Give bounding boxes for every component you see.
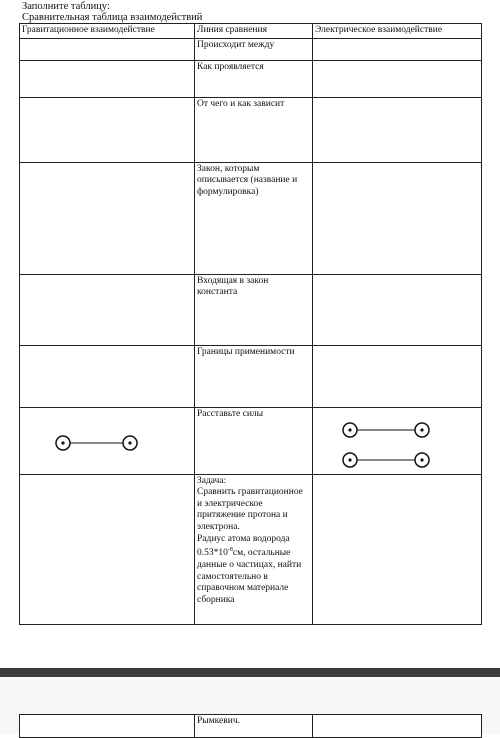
table-title: Сравнительная таблица взаимодействий <box>22 12 203 23</box>
particle-dot <box>348 458 351 461</box>
continuation-table <box>19 714 482 738</box>
header-electric: Электрическое взаимодействие <box>313 24 482 39</box>
particle-dot <box>420 458 423 461</box>
table-row <box>20 715 482 738</box>
intro-block <box>22 1 202 23</box>
table-row <box>20 274 482 345</box>
task-exponent: -8 <box>227 547 233 554</box>
task-cell <box>195 474 313 624</box>
table-row <box>20 162 482 274</box>
electric-cell[interactable] <box>313 162 482 274</box>
electric-cell[interactable] <box>313 474 482 624</box>
gravitational-cell[interactable] <box>20 407 195 474</box>
gravitational-cell[interactable] <box>20 97 195 162</box>
page-divider <box>0 668 500 677</box>
particle-dot <box>420 428 423 431</box>
electric-cell[interactable] <box>313 345 482 407</box>
next-page <box>0 677 500 734</box>
row-label: Границы применимости <box>195 345 313 407</box>
task-heading: Задача: <box>197 475 227 486</box>
table-row <box>20 345 482 407</box>
gravitational-cell[interactable] <box>20 60 195 97</box>
gravitational-cell[interactable] <box>20 274 195 345</box>
electric-particles-diagram <box>315 409 479 471</box>
gravitational-cell[interactable] <box>20 715 195 738</box>
electric-cell[interactable] <box>313 407 482 474</box>
header-row <box>20 24 482 39</box>
task-text: Сравнить гравитационное и электрическое притяжение протона и электрона. <box>197 487 303 532</box>
electric-cell[interactable] <box>313 274 482 345</box>
row-label: Входящая в закон константа <box>195 274 313 345</box>
continuation-text: Рымкевич. <box>195 715 313 738</box>
task-remainder: см, остальные данные о частицах, найти самостоятельно в справочном материале сборника <box>197 548 302 605</box>
table-row <box>20 407 482 474</box>
gravitational-cell[interactable] <box>20 162 195 274</box>
particle-dot <box>348 428 351 431</box>
particle-dot <box>128 441 131 444</box>
gravitational-cell[interactable] <box>20 345 195 407</box>
gravitational-cell[interactable] <box>20 38 195 60</box>
row-label: Закон, которым описывается (название и формулировка) <box>195 162 313 274</box>
table-row <box>20 38 482 60</box>
electric-cell[interactable] <box>313 60 482 97</box>
table-row <box>20 474 482 624</box>
table-row <box>20 60 482 97</box>
header-gravitational: Гравитационное взаимодействие <box>20 24 195 39</box>
row-label: Как проявляется <box>195 60 313 97</box>
row-label: Происходит между <box>195 38 313 60</box>
electric-cell[interactable] <box>313 38 482 60</box>
task-radius-value: Радиус атома водорода 0.53*10 <box>197 533 290 559</box>
row-label: Расставьте силы <box>195 407 313 474</box>
instruction-text: Заполните таблицу: <box>22 1 110 12</box>
table-row <box>20 97 482 162</box>
comparison-table <box>19 23 482 625</box>
particle-dot <box>61 441 64 444</box>
gravitational-cell[interactable] <box>20 474 195 624</box>
row-label: От чего и как зависит <box>195 97 313 162</box>
electric-cell[interactable] <box>313 97 482 162</box>
gravity-particles-diagram <box>22 409 192 471</box>
task-radius <box>197 534 310 607</box>
header-comparison-line: Линия сравнения <box>195 24 313 39</box>
electric-cell[interactable] <box>313 715 482 738</box>
